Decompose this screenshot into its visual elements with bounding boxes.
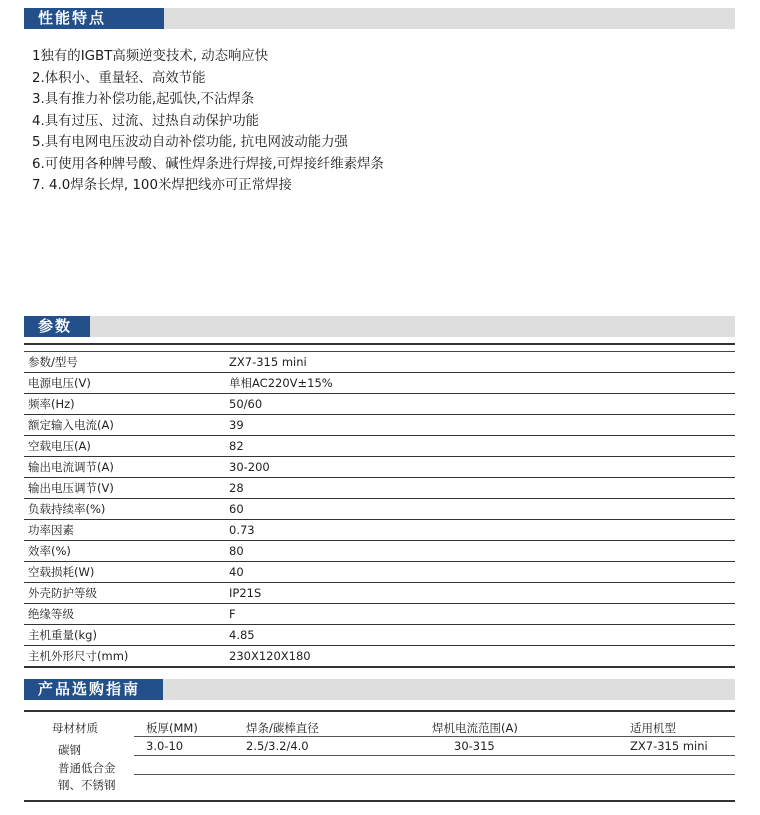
param-key: 空载电压(A) <box>28 439 91 453</box>
param-key: 电源电压(V) <box>28 376 91 390</box>
param-key: 外壳防护等级 <box>28 586 97 600</box>
table-row <box>24 646 735 666</box>
header-material: 母材材质 <box>52 721 98 735</box>
feature-item: 3.具有推力补偿功能,起弧快,不沾焊条 <box>32 92 255 107</box>
cell-model: ZX7-315 mini <box>630 739 708 753</box>
table-row <box>24 499 735 520</box>
param-value: 230X120X180 <box>229 649 311 663</box>
table-row <box>24 478 735 499</box>
feature-item: 4.具有过压、过流、过热自动保护功能 <box>32 113 260 129</box>
param-value: IP21S <box>229 586 262 600</box>
param-value: 40 <box>229 565 244 579</box>
param-key: 绝缘等级 <box>28 607 74 621</box>
guide-table <box>24 710 735 802</box>
feature-item: 1独有的IGBT高频逆变技术, 动态响应快 <box>32 49 269 64</box>
param-value: 82 <box>229 439 244 453</box>
param-value: F <box>229 607 236 621</box>
table-row <box>24 457 735 478</box>
params-section-header <box>24 316 735 337</box>
guide-section-header <box>24 679 735 700</box>
param-key: 功率因素 <box>28 523 74 537</box>
param-value: 39 <box>229 418 244 432</box>
guide-header-rule <box>134 736 735 737</box>
table-row <box>24 541 735 562</box>
cell-thickness: 3.0-10 <box>146 739 184 753</box>
param-key: 空载损耗(W) <box>28 565 95 579</box>
features-list <box>32 46 384 197</box>
param-value: 30-200 <box>229 460 270 474</box>
params-table-top-rule <box>24 345 735 352</box>
features-title: 性能特点 <box>24 8 164 29</box>
features-section-header <box>24 8 735 29</box>
param-key: 主机外形尺寸(mm) <box>28 649 129 663</box>
cell-rod: 2.5/3.2/4.0 <box>246 739 309 753</box>
param-value: 60 <box>229 502 244 516</box>
table-row <box>24 394 735 415</box>
params-table <box>24 343 735 668</box>
param-key: 输出电压调节(V) <box>28 481 114 495</box>
feature-item: 7. 4.0焊条长焊, 100米焊把线亦可正常焊接 <box>32 178 292 193</box>
header-current: 焊机电流范围(A) <box>432 721 518 735</box>
param-value: ZX7-315 mini <box>229 355 307 369</box>
param-key: 负载持续率(%) <box>28 502 106 516</box>
param-value: 单相AC220V±15% <box>229 376 333 390</box>
material-item: 普通低合金 <box>58 761 116 775</box>
table-row <box>24 625 735 646</box>
header-rod: 焊条/碳棒直径 <box>246 721 319 735</box>
table-row <box>24 415 735 436</box>
param-key: 效率(%) <box>28 544 71 558</box>
table-row <box>24 604 735 625</box>
header-model: 适用机型 <box>630 721 676 735</box>
feature-item: 5.具有电网电压波动自动补偿功能, 抗电网波动能力强 <box>32 135 348 150</box>
param-value: 0.73 <box>229 523 255 537</box>
feature-item: 6.可使用各种牌号酸、碱性焊条进行焊接,可焊接纤维素焊条 <box>32 156 384 172</box>
param-value: 4.85 <box>229 628 255 642</box>
param-key: 额定输入电流(A) <box>28 418 114 432</box>
cell-current: 30-315 <box>454 739 495 753</box>
feature-item: 2.体积小、重量轻、高效节能 <box>32 70 206 86</box>
param-value: 50/60 <box>229 397 263 411</box>
table-row <box>24 436 735 457</box>
table-row <box>24 520 735 541</box>
table-row <box>24 352 735 373</box>
guide-row-rule <box>134 774 735 775</box>
material-item: 碳钢 <box>58 743 81 757</box>
guide-row-rule <box>134 755 735 756</box>
material-item: 钢、不锈钢 <box>58 778 116 792</box>
guide-title: 产品选购指南 <box>24 679 163 700</box>
param-value: 80 <box>229 544 244 558</box>
param-key: 输出电流调节(A) <box>28 460 114 474</box>
param-key: 参数/型号 <box>28 355 78 369</box>
table-row <box>24 583 735 604</box>
header-thickness: 板厚(MM) <box>146 721 198 735</box>
params-title: 参数 <box>24 316 90 337</box>
table-row <box>24 373 735 394</box>
table-row <box>24 562 735 583</box>
param-key: 主机重量(kg) <box>28 628 97 642</box>
param-key: 频率(Hz) <box>28 397 75 411</box>
param-value: 28 <box>229 481 244 495</box>
